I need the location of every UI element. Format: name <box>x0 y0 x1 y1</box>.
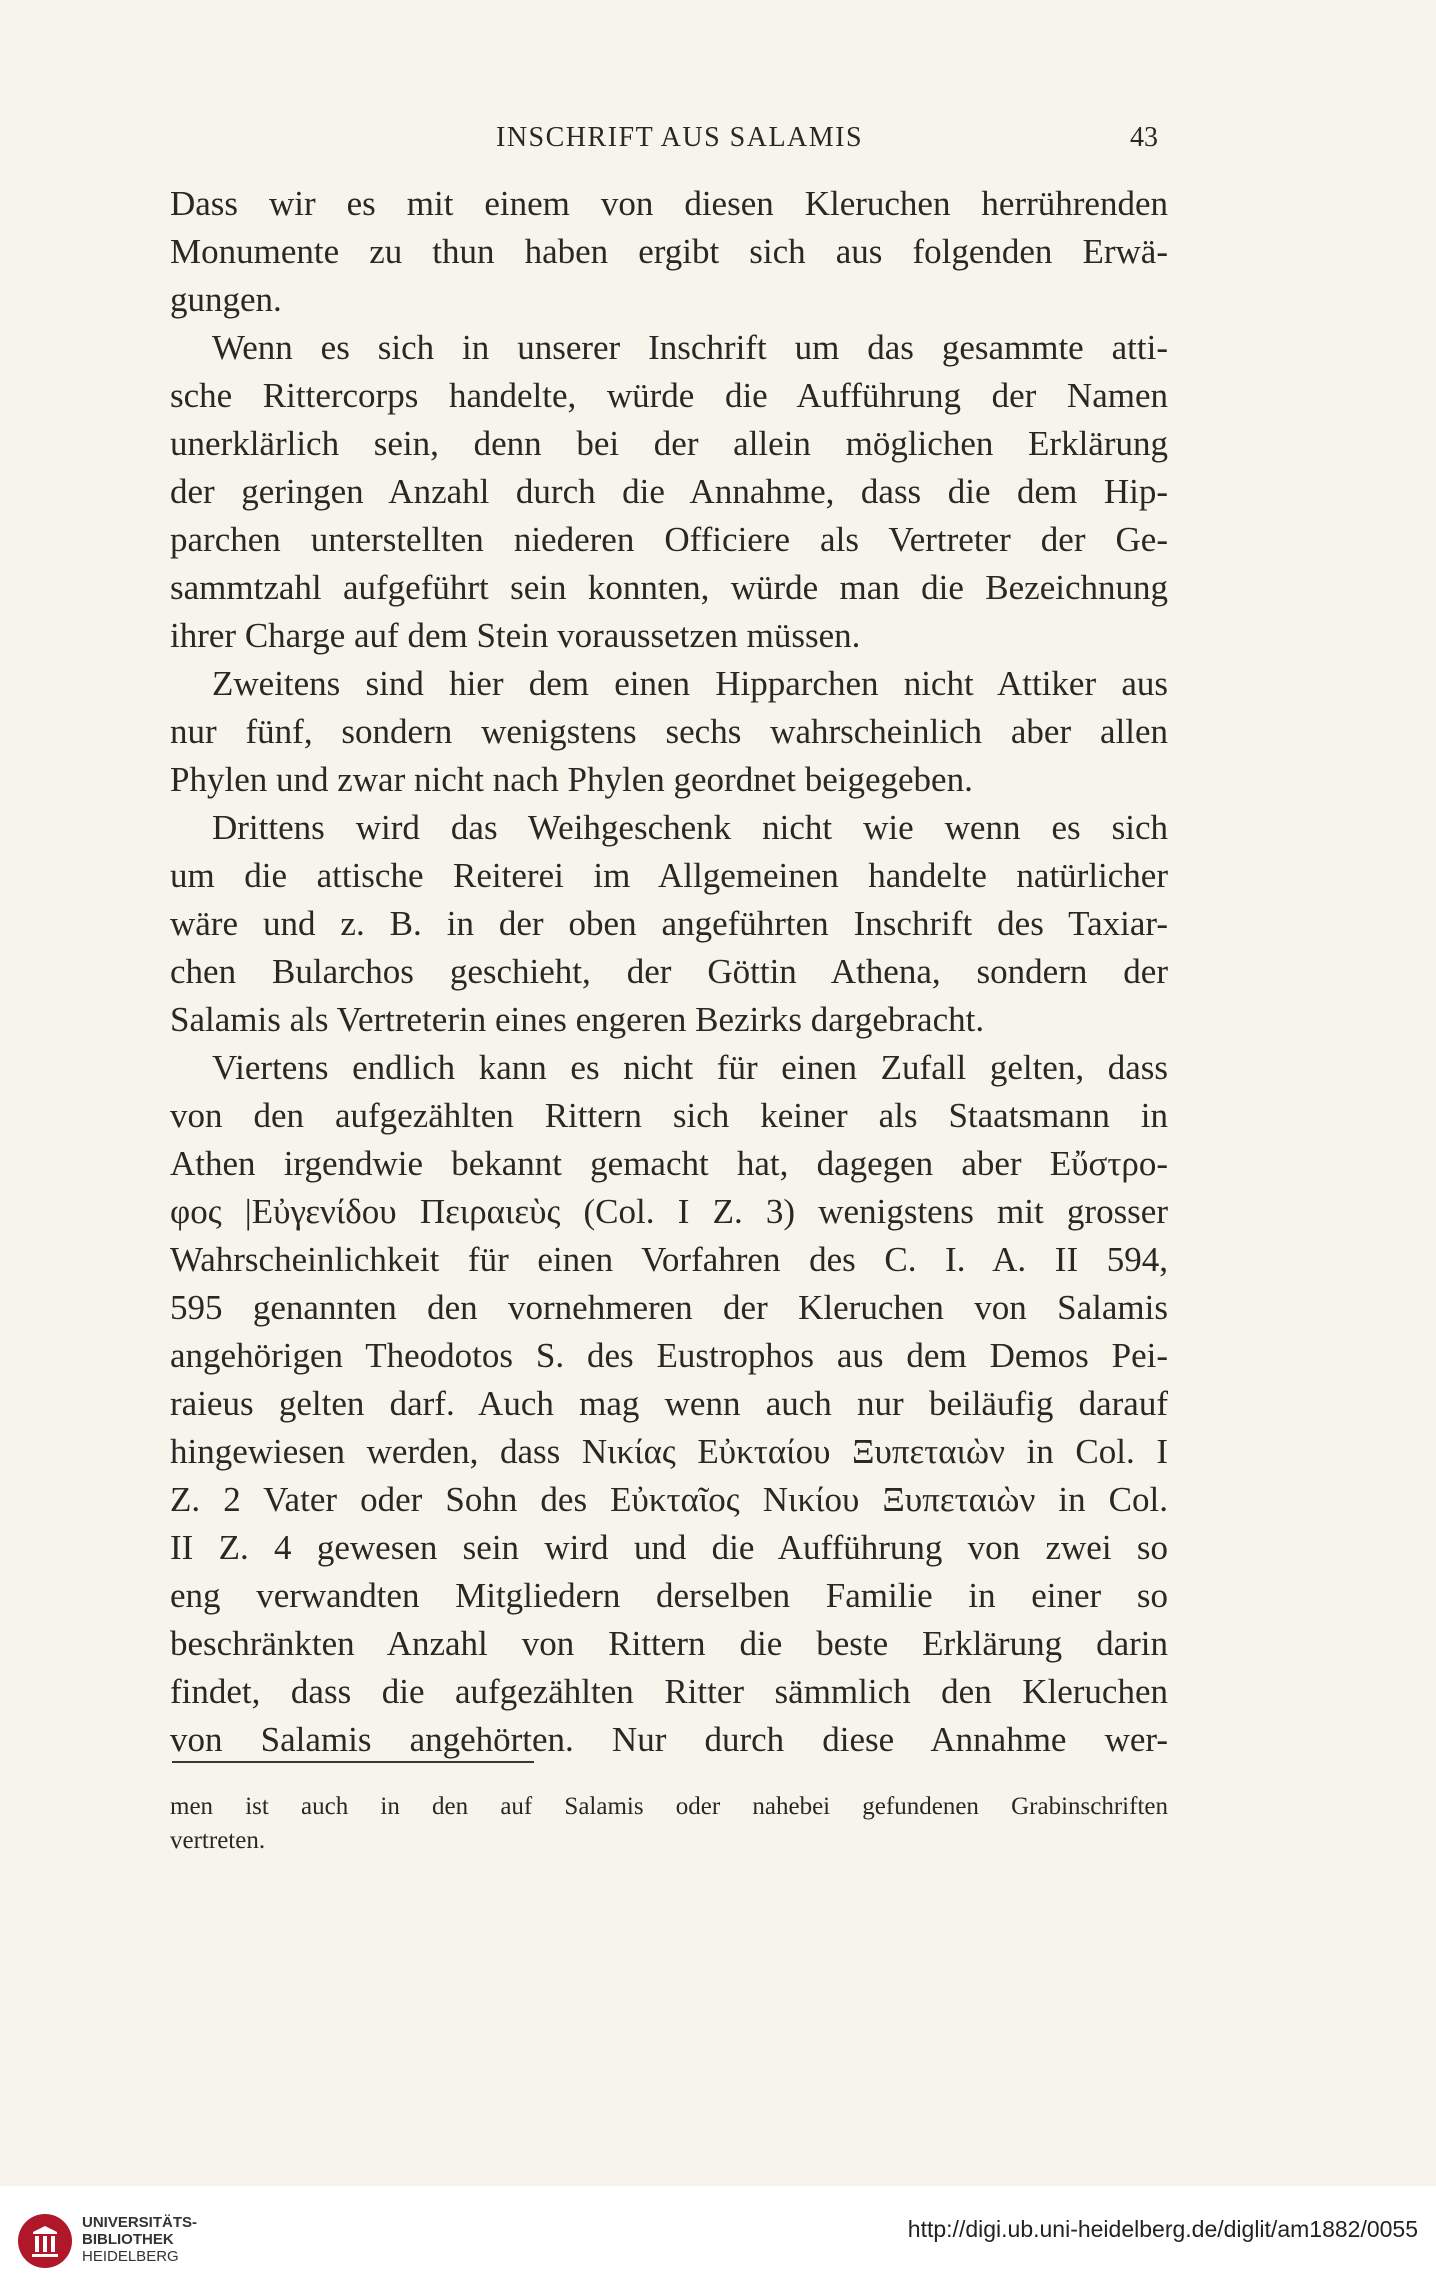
footnote-divider <box>172 1761 534 1763</box>
text-line: der geringen Anzahl durch die Annahme, dass die dem Hip- <box>170 472 1168 511</box>
text-line: Viertens endlich kann es nicht für einen Zufall gelten, dass <box>212 1048 1168 1087</box>
text-line: Monumente zu thun haben ergibt sich aus folgenden Erwä- <box>170 232 1168 271</box>
footnote-line: men ist auch in den auf Salamis oder nahebei gefundenen Grabinschriften <box>170 1793 1168 1820</box>
text-line: findet, dass die aufgezählten Ritter sämmlich den Kleruchen <box>170 1672 1168 1711</box>
text-line: ihrer Charge auf dem Stein voraussetzen müssen. <box>170 616 861 655</box>
text-line: eng verwandten Mitgliedern derselben Familie in einer so <box>170 1576 1168 1615</box>
text-line: von den aufgezählten Rittern sich keiner als Staatsmann in <box>170 1096 1168 1135</box>
university-library-logo[interactable] <box>16 2212 74 2270</box>
running-head: INSCHRIFT AUS SALAMIS <box>496 122 864 153</box>
footnote-line: vertreten. <box>170 1827 266 1854</box>
text-line: Wahrscheinlichkeit für einen Vorfahren des C. I. A. II 594, <box>170 1240 1168 1279</box>
library-name-line: UNIVERSITÄTS- <box>82 2214 198 2231</box>
text-line: hingewiesen werden, dass Νικίας Εὐκταίου Ξυπεταιὼν in Col. I <box>170 1432 1168 1471</box>
text-line: 595 genannten den vornehmeren der Kleruchen von Salamis <box>170 1288 1168 1327</box>
text-line: φος |Εὐγενίδου Πειραιεὺς (Col. I Z. 3) wenigstens mit grosser <box>170 1192 1168 1231</box>
digitization-footer <box>0 2186 1436 2292</box>
text-line: gungen. <box>170 280 282 319</box>
page-number: 43 <box>1130 122 1158 153</box>
text-line: Athen irgendwie bekannt gemacht hat, dagegen aber Εὔστρο- <box>170 1144 1168 1183</box>
text-line: Phylen und zwar nicht nach Phylen geordnet beigegeben. <box>170 760 973 799</box>
text-line: um die attische Reiterei im Allgemeinen handelte natürlicher <box>170 856 1168 895</box>
text-line: Dass wir es mit einem von diesen Kleruchen herrührenden <box>170 184 1168 223</box>
text-line: parchen unterstellten niederen Officiere als Vertreter der Ge- <box>170 520 1168 559</box>
text-line: beschränkten Anzahl von Rittern die beste Erklärung darin <box>170 1624 1168 1663</box>
text-line: sammtzahl aufgeführt sein konnten, würde man die Bezeichnung <box>170 568 1168 607</box>
library-name-line: HEIDELBERG <box>82 2248 179 2265</box>
text-line: unerklärlich sein, denn bei der allein möglichen Erklärung <box>170 424 1168 463</box>
text-line: angehörigen Theodotos S. des Eustrophos aus dem Demos Pei- <box>170 1336 1168 1375</box>
library-name <box>82 2214 197 2265</box>
text-line: wäre und z. B. in der oben angeführten Inschrift des Taxiar- <box>170 904 1168 943</box>
text-line: von Salamis angehörten. Nur durch diese Annahme wer- <box>170 1720 1168 1759</box>
text-line: Drittens wird das Weihgeschenk nicht wie wenn es sich <box>212 808 1168 847</box>
text-line: Z. 2 Vater oder Sohn des Εὐκταῖος Νικίου Ξυπεταιὼν in Col. <box>170 1480 1168 1519</box>
text-line: nur fünf, sondern wenigstens sechs wahrscheinlich aber allen <box>170 712 1168 751</box>
text-line: chen Bularchos geschieht, der Göttin Athena, sondern der <box>170 952 1168 991</box>
text-line: Zweitens sind hier dem einen Hipparchen nicht Attiker aus <box>212 664 1168 703</box>
page-header <box>170 122 1170 162</box>
text-line: Wenn es sich in unserer Inschrift um das gesammte atti- <box>212 328 1168 367</box>
footnote <box>170 1790 1168 1858</box>
text-line: raieus gelten darf. Auch mag wenn auch nur beiläufig darauf <box>170 1384 1168 1423</box>
text-line: II Z. 4 gewesen sein wird und die Aufführung von zwei so <box>170 1528 1168 1567</box>
body-text <box>170 180 1168 1764</box>
library-name-line: BIBLIOTHEK <box>82 2231 174 2248</box>
text-line: Salamis als Vertreterin eines engeren Bezirks dargebracht. <box>170 1000 985 1039</box>
source-url-link[interactable]: http://digi.ub.uni-heidelberg.de/diglit/am1882/0055 <box>907 2216 1418 2242</box>
text-line: sche Rittercorps handelte, würde die Aufführung der Namen <box>170 376 1168 415</box>
